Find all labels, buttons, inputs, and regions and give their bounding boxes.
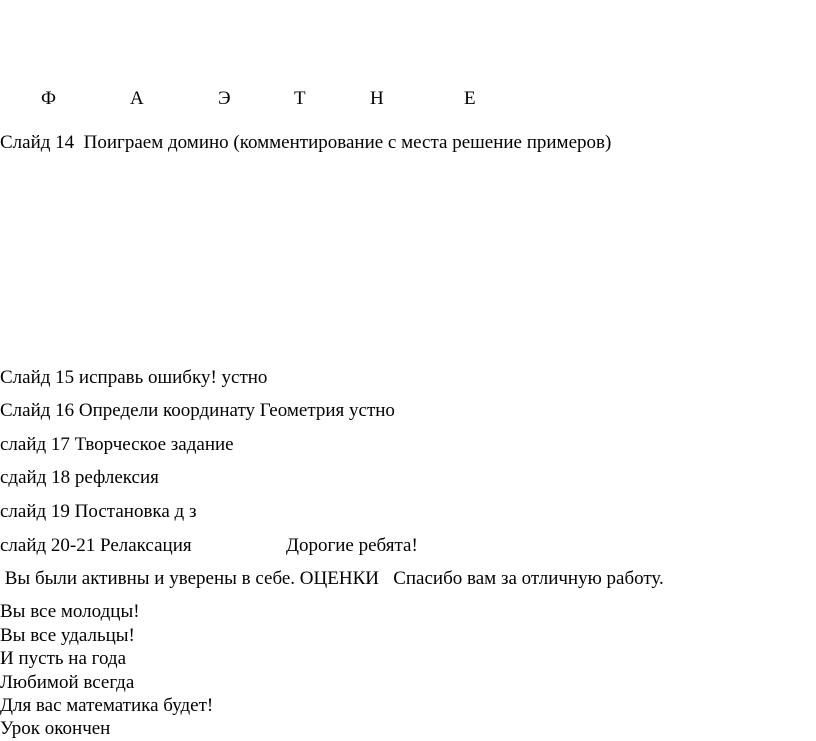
slide-17-line: слайд 17 Творческое задание (0, 434, 234, 455)
slide-19-line: слайд 19 Постановка д з (0, 501, 197, 522)
poem-line-1: Вы все молодцы! (0, 601, 140, 622)
poem-line-2: Вы все удальцы! (0, 625, 135, 646)
poem-line-6: Урок окончен (0, 718, 111, 739)
activity-line: Вы были активны и уверены в себе. ОЦЕНКИ Спасибо вам за отличную работу. (0, 568, 664, 589)
slide-16-line: Слайд 16 Определи координату Геометрия устно (0, 400, 395, 421)
greeting-text: Дорогие ребята! (286, 535, 418, 556)
poem-line-5: Для вас математика будет! (0, 695, 214, 716)
slide-14-line: Слайд 14 Поиграем домино (комментирование с места решение примеров) (0, 132, 612, 153)
slide-15-line: Слайд 15 исправь ошибку! устно (0, 367, 268, 388)
letter-4: Т (294, 88, 306, 109)
slide-20-21-line: слайд 20-21 Релаксация (0, 535, 192, 556)
letter-6: Е (464, 88, 476, 109)
letter-1: Ф (41, 88, 57, 109)
slide-18-line: сдайд 18 рефлексия (0, 467, 159, 488)
letter-5: Н (370, 88, 384, 109)
poem-line-3: И пусть на года (0, 648, 127, 669)
letter-2: А (130, 88, 144, 109)
letter-3: Э (218, 88, 231, 109)
poem-line-4: Любимой всегда (0, 672, 135, 693)
